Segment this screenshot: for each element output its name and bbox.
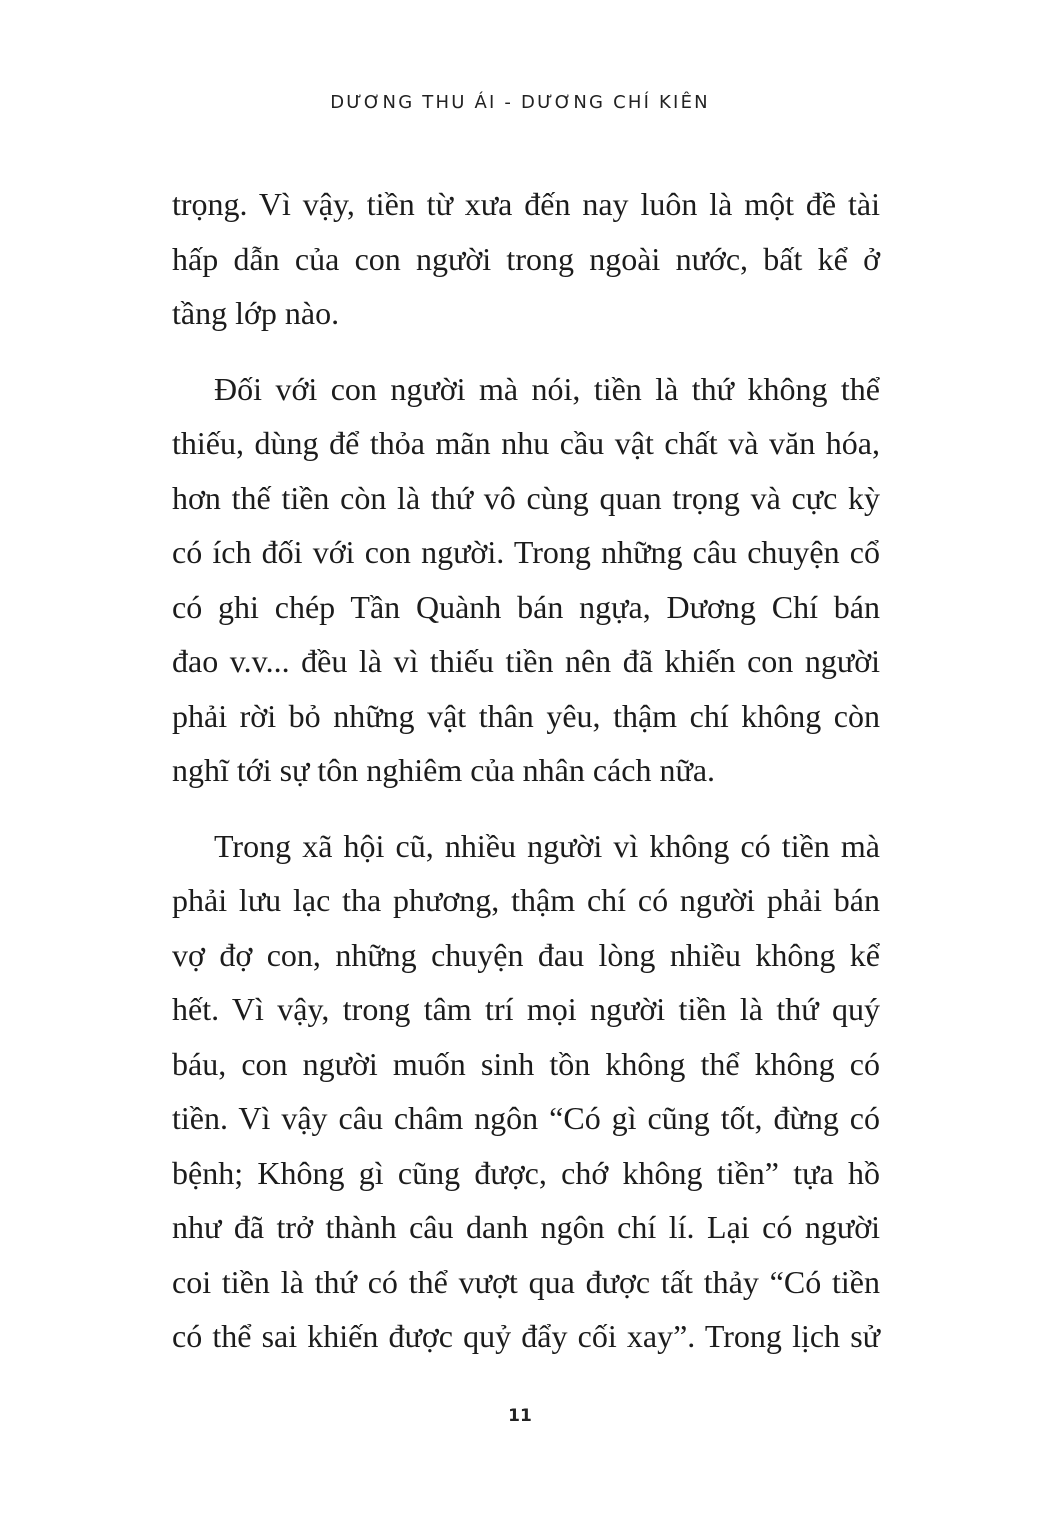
text-line: Trong xã hội cũ, nhiều người vì không có tiền mà <box>214 827 880 864</box>
text-line: tiền. Vì vậy câu châm ngôn “Có gì cũng tốt, đừng có <box>172 1100 880 1136</box>
paragraph-3 <box>172 819 880 1364</box>
text-line: phải rời bỏ những vật thân yêu, thậm chí không còn <box>172 697 880 734</box>
text-line: đao v.v... đều là vì thiếu tiền nên đã khiến con người <box>172 643 880 679</box>
text-line: vợ đợ con, những chuyện đau lòng nhiều không kể <box>172 936 880 973</box>
text-line: tầng lớp nào. <box>172 295 340 331</box>
text-line: hết. Vì vậy, trong tâm trí mọi người tiền là thứ quý <box>172 991 880 1027</box>
text-line: có ghi chép Tần Quành bán ngựa, Dương Chí bán <box>172 588 880 625</box>
text-line: hơn thế tiền còn là thứ vô cùng quan trọng và cực kỳ <box>172 479 880 516</box>
paragraph-2 <box>172 362 880 798</box>
text-line: hấp dẫn của con người trong ngoài nước, bất kể ở <box>172 240 880 277</box>
text-line: như đã trở thành câu danh ngôn chí lí. Lại có người <box>172 1209 880 1245</box>
text-line: trọng. Vì vậy, tiền từ xưa đến nay luôn là một đề tài <box>172 186 880 222</box>
text-line: báu, con người muốn sinh tồn không thể không có <box>172 1045 880 1082</box>
page-number: 11 <box>508 1406 532 1426</box>
text-line: có thể sai khiến được quỷ đẩy cối xay”. Trong lịch sử <box>172 1318 880 1354</box>
text-line: coi tiền là thứ có thể vượt qua được tất thảy “Có tiền <box>172 1263 880 1300</box>
text-line: phải lưu lạc tha phương, thậm chí có người phải bán <box>172 882 880 918</box>
text-line: thiếu, dùng để thỏa mãn nhu cầu vật chất và văn hóa, <box>172 425 880 461</box>
text-line: Đối với con người mà nói, tiền là thứ không thể <box>214 370 880 407</box>
running-header: DƯƠNG THU ÁI - DƯƠNG CHÍ KIÊN <box>330 92 710 113</box>
paragraph-1 <box>172 177 880 341</box>
text-line: nghĩ tới sự tôn nghiêm của nhân cách nữa. <box>172 752 716 788</box>
text-line: bệnh; Không gì cũng được, chớ không tiền” tựa hồ <box>172 1154 880 1191</box>
text-line: có ích đối với con người. Trong những câu chuyện cổ <box>172 534 880 570</box>
body-text <box>172 177 880 1385</box>
